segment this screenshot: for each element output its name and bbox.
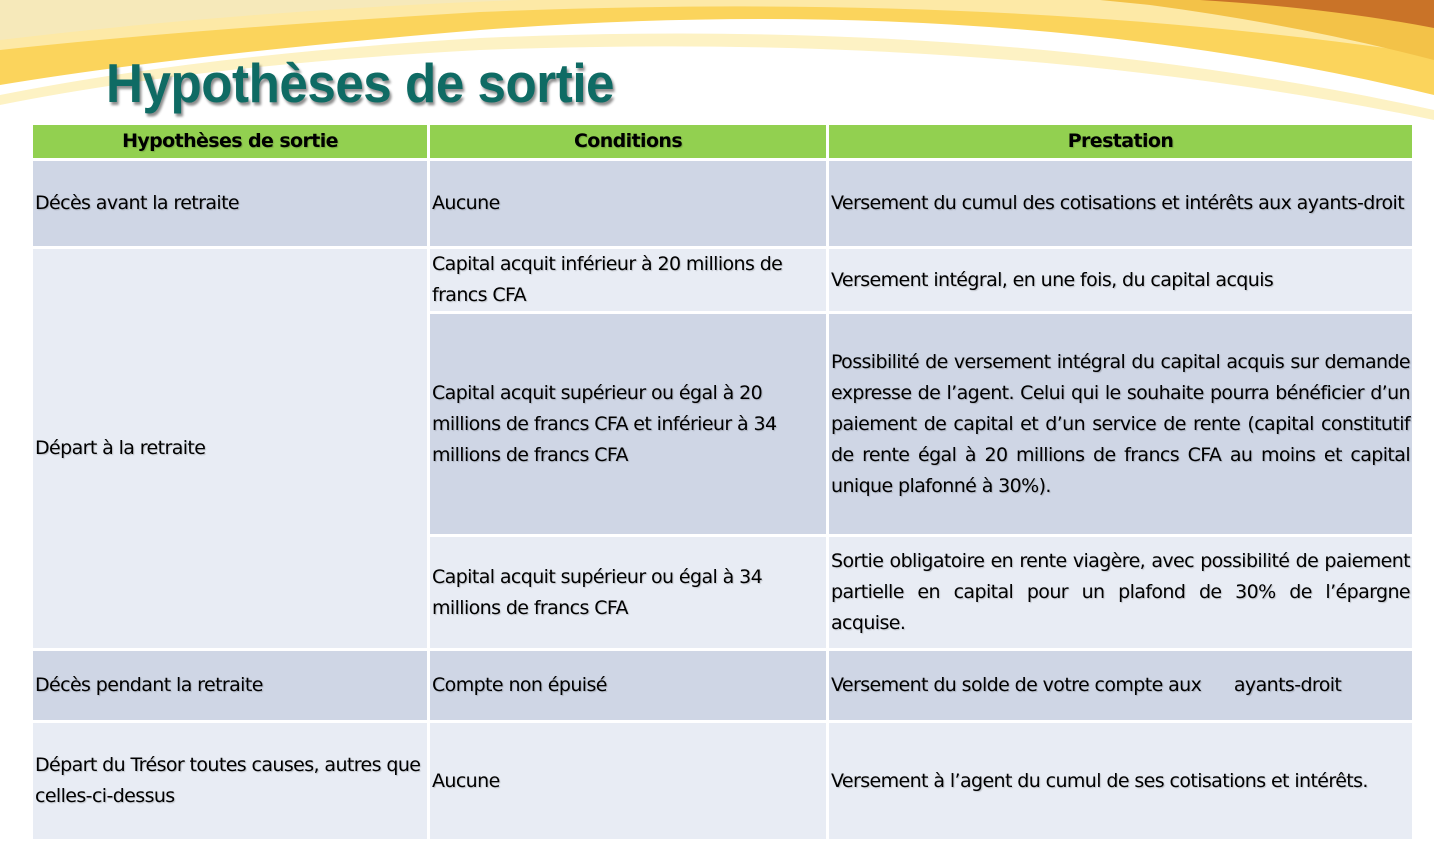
header-prestation: Prestation [828,124,1414,160]
cell-hypothese: Départ à la retraite [32,248,429,650]
header-conditions: Conditions [429,124,828,160]
cell-conditions: Capital acquit supérieur ou égal à 34 millions de francs CFA [429,536,828,650]
slide-title: Hypothèses de sortie [106,52,615,114]
exit-hypotheses-table [30,122,1415,842]
cell-prestation: Sortie obligatoire en rente viagère, avec possibilité de paiement partielle en capital pour un plafond de 30% de l’épargne acquise. [828,536,1414,650]
cell-conditions: Aucune [429,722,828,841]
cell-hypothese: Décès avant la retraite [32,160,429,248]
cell-conditions: Compte non épuisé [429,650,828,722]
cell-hypothese: Décès pendant la retraite [32,650,429,722]
table-row [32,722,1414,841]
cell-prestation: Versement à l’agent du cumul de ses cotisations et intérêts. [828,722,1414,841]
cell-prestation: Versement intégral, en une fois, du capital acquis [828,248,1414,313]
header-hypotheses: Hypothèses de sortie [32,124,429,160]
cell-conditions: Capital acquit supérieur ou égal à 20 millions de francs CFA et inférieur à 34 millions de francs CFA [429,313,828,536]
cell-prestation: Versement du solde de votre compte aux ayants-droit [828,650,1414,722]
cell-prestation: Possibilité de versement intégral du capital acquis sur demande expresse de l’agent. Celui qui le souhaite pourra bénéficier d’un paiement de capital et d’un service de rente (capital constitutif de rente égal à 20 millions de francs CFA au moins et capital unique plafonné à 30%). [828,313,1414,536]
cell-hypothese: Départ du Trésor toutes causes, autres que celles-ci-dessus [32,722,429,841]
table-header-row [32,124,1414,160]
table-row [32,160,1414,248]
table-row [32,248,1414,313]
table-row [32,650,1414,722]
cell-conditions: Capital acquit inférieur à 20 millions de francs CFA [429,248,828,313]
cell-conditions: Aucune [429,160,828,248]
cell-prestation: Versement du cumul des cotisations et intérêts aux ayants-droit [828,160,1414,248]
